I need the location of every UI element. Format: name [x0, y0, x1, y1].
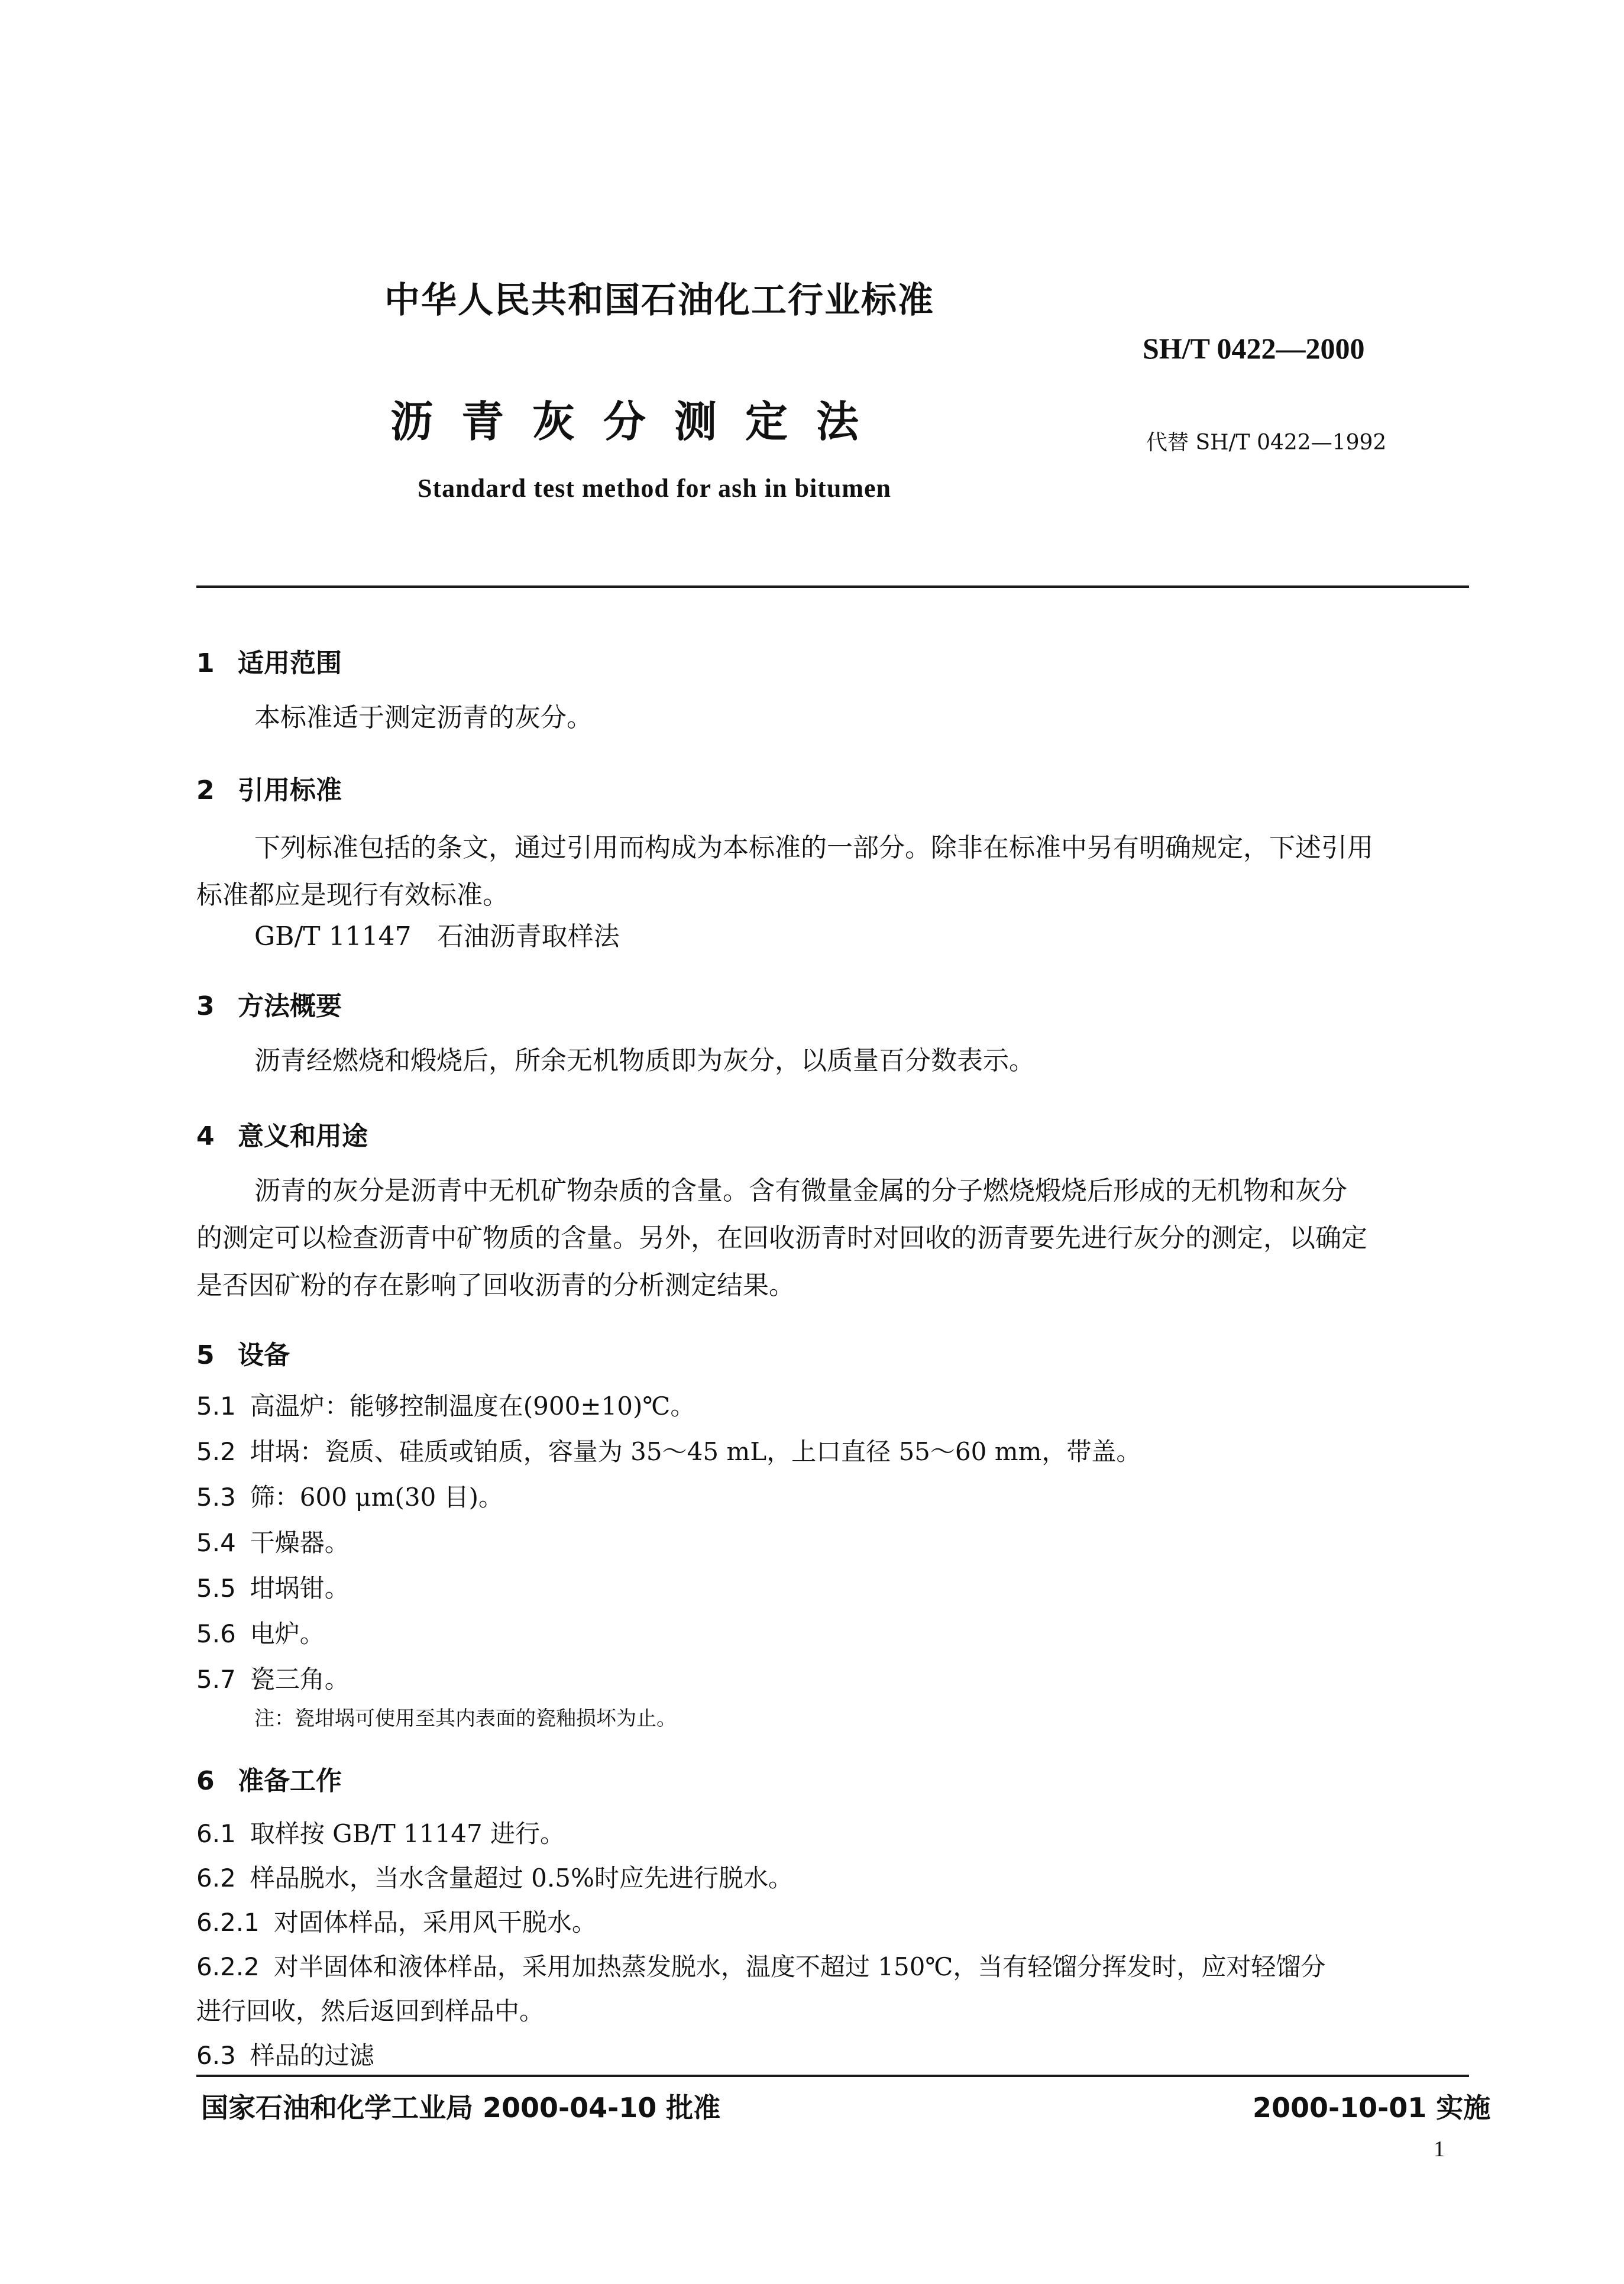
document-title: 沥青灰分测定法 [390, 397, 888, 447]
prep-item-continuation: 进行回收，然后返回到样品中。 [196, 1997, 545, 2026]
section-number: 2 [196, 775, 215, 805]
equipment-item [196, 1615, 325, 1650]
section-1-body: 本标准适于测定沥青的灰分。 [254, 703, 593, 733]
item-text: 电炉。 [250, 1619, 325, 1648]
section-title: 意义和用途 [238, 1121, 368, 1151]
item-number: 5.5 [196, 1574, 236, 1603]
header-divider [196, 585, 1469, 588]
item-number: 5.6 [196, 1619, 236, 1648]
section-number: 1 [196, 648, 215, 678]
equipment-item [196, 1660, 350, 1696]
section-title: 引用标准 [238, 775, 342, 805]
section-3-body: 沥青经燃烧和煅烧后，所余无机物质即为灰分，以质量百分数表示。 [254, 1046, 1035, 1076]
prep-item [196, 1814, 565, 1850]
item-text: 坩埚：瓷质、硅质或铂质，容量为 35～45 mL，上口直径 55～60 mm，带盖。 [250, 1437, 1141, 1466]
section-number: 5 [196, 1340, 215, 1370]
item-number: 6.1 [196, 1819, 236, 1848]
item-text: 对固体样品，采用风干脱水。 [273, 1908, 597, 1937]
section-title: 设备 [238, 1340, 290, 1370]
section-number: 6 [196, 1766, 215, 1796]
item-text: 筛：600 μm(30 目)。 [250, 1483, 504, 1512]
english-title: Standard test method for ash in bitumen [418, 474, 891, 503]
item-text: 坩埚钳。 [250, 1574, 350, 1603]
item-text: 高温炉：能够控制温度在(900±10)℃。 [250, 1392, 695, 1421]
item-number: 5.1 [196, 1392, 236, 1421]
item-number: 6.2.2 [196, 1952, 260, 1981]
equipment-item [196, 1523, 350, 1559]
item-text: 样品的过滤 [250, 2041, 374, 2070]
item-text: 样品脱水，当水含量超过 0.5%时应先进行脱水。 [250, 1864, 793, 1892]
item-number: 5.2 [196, 1437, 236, 1466]
effective-date: 2000-10-01 实施 [1253, 2092, 1491, 2124]
standard-code: SH/T 0422—2000 [1143, 332, 1365, 365]
approval-line: 国家石油和化学工业局 2000-04-10 批准 [201, 2092, 721, 2124]
page-number: 1 [1434, 2137, 1445, 2162]
item-number: 6.2 [196, 1864, 236, 1892]
section-4-line-2: 的测定可以检查沥青中矿物质的含量。另外，在回收沥青时对回收的沥青要先进行灰分的测定，以确定 [196, 1223, 1367, 1253]
section-1-heading [196, 642, 342, 680]
section-4-line-1: 沥青的灰分是沥青中无机矿物杂质的含量。含有微量金属的分子燃烧煅烧后形成的无机物和灰分 [254, 1176, 1347, 1206]
section-number: 3 [196, 991, 215, 1021]
item-text: 取样按 GB/T 11147 进行。 [250, 1819, 565, 1848]
prep-item [196, 1859, 793, 1894]
prep-item [196, 2036, 374, 2072]
item-number: 6.2.1 [196, 1908, 260, 1937]
section-6-heading [196, 1759, 342, 1797]
item-number: 5.7 [196, 1665, 236, 1694]
section-2-line-2: 标准都应是现行有效标准。 [196, 880, 509, 910]
prep-item [196, 1947, 1325, 1983]
item-number: 6.3 [196, 2041, 236, 2070]
item-number: 5.3 [196, 1483, 236, 1512]
issuing-body: 中华人民共和国石油化工行业标准 [384, 280, 934, 321]
section-number: 4 [196, 1121, 215, 1151]
section-4-line-3: 是否因矿粉的存在影响了回收沥青的分析测定结果。 [196, 1270, 795, 1300]
item-number: 5.4 [196, 1528, 236, 1557]
referenced-standard: GB/T 11147 石油沥青取样法 [254, 921, 620, 952]
equipment-item [196, 1569, 350, 1604]
section-3-heading [196, 985, 342, 1023]
section-title: 适用范围 [238, 648, 342, 678]
prep-item [196, 1903, 597, 1939]
footer-divider [196, 2075, 1469, 2077]
item-text: 瓷三角。 [250, 1665, 350, 1694]
section-4-heading [196, 1115, 368, 1153]
section-title: 方法概要 [238, 991, 342, 1021]
section-5-heading [196, 1334, 290, 1371]
section-title: 准备工作 [238, 1766, 342, 1796]
item-text: 对半固体和液体样品，采用加热蒸发脱水，温度不超过 150℃，当有轻馏分挥发时，应对轻馏分 [273, 1952, 1326, 1981]
equipment-note: 注：瓷坩埚可使用至其内表面的瓷釉损坏为止。 [254, 1707, 677, 1730]
item-text: 干燥器。 [250, 1528, 350, 1557]
section-2-heading [196, 769, 342, 807]
equipment-item [196, 1387, 695, 1422]
equipment-item [196, 1432, 1141, 1468]
replaces-standard: 代替 SH/T 0422—1992 [1146, 431, 1387, 455]
section-2-line-1: 下列标准包括的条文，通过引用而构成为本标准的一部分。除非在标准中另有明确规定，下述引用 [254, 833, 1373, 863]
equipment-item [196, 1478, 503, 1513]
